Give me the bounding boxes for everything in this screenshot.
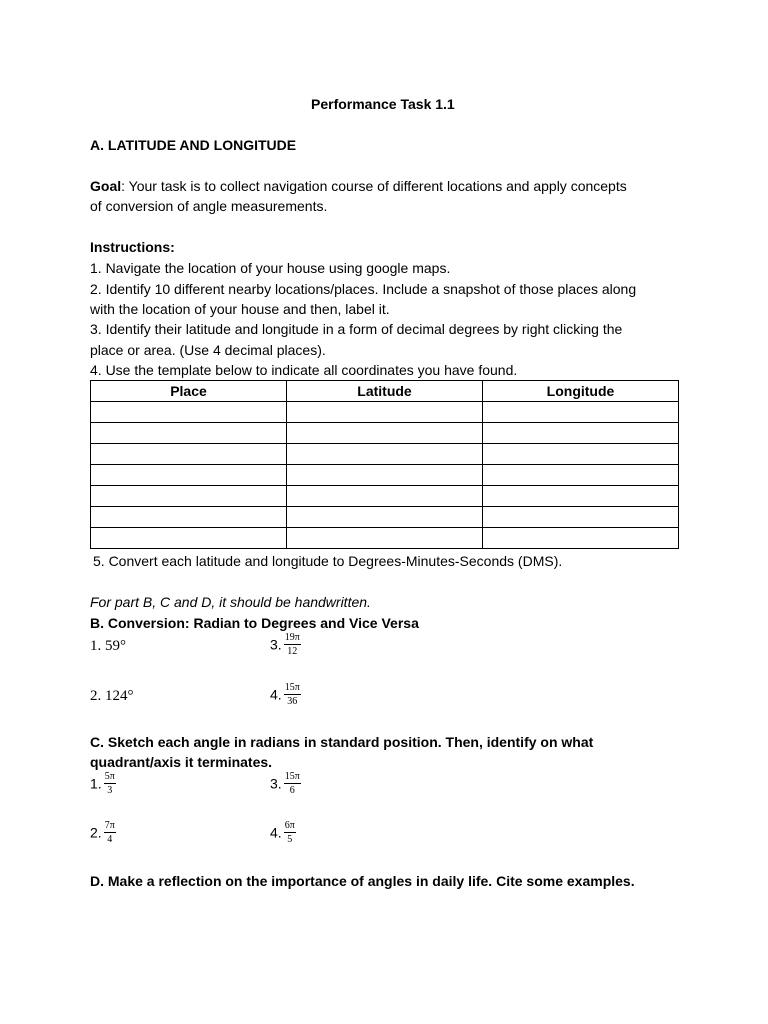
section-c-item-4: 4. $\frac{6\pi}{5}$ <box>270 820 295 845</box>
latitude-cell[interactable] <box>287 528 483 549</box>
place-cell[interactable] <box>91 465 287 486</box>
longitude-cell[interactable] <box>483 402 679 423</box>
goal-line-2: of conversion of angle measurements. <box>90 198 328 214</box>
goal-text: : Your task is to collect navigation course of different locations and apply concepts <box>121 178 627 194</box>
section-c-item-3: 3. $\frac{15\pi}{6}$ <box>270 771 300 796</box>
table-row <box>91 423 679 444</box>
table-row <box>91 444 679 465</box>
table-header-row <box>91 381 679 402</box>
place-cell[interactable] <box>91 507 287 528</box>
place-cell[interactable] <box>91 486 287 507</box>
instruction-2b: with the location of your house and then, label it. <box>90 301 390 317</box>
fraction: $\frac{15\pi}{6}$ <box>284 771 300 796</box>
section-b-item-4: 4. $\frac{15\pi}{36}$ <box>270 682 300 707</box>
page-title: Performance Task 1.1 <box>311 96 455 112</box>
table-row <box>91 528 679 549</box>
fraction: $\frac{15\pi}{36}$ <box>284 682 300 707</box>
section-b-item-1: 1. 59° <box>90 638 126 654</box>
latitude-cell[interactable] <box>287 486 483 507</box>
table-row <box>91 465 679 486</box>
instruction-3a: 3. Identify their latitude and longitude in a form of decimal degrees by right clicking the <box>90 321 623 337</box>
section-d-heading: D. Make a reflection on the importance of angles in daily life. Cite some examples. <box>90 873 635 889</box>
latitude-cell[interactable] <box>287 507 483 528</box>
handwritten-note: For part B, C and D, it should be handwritten. <box>90 594 371 610</box>
section-c-item-2: 2. $\frac{7\pi}{4}$ <box>90 820 115 845</box>
section-c-heading-line-1: C. Sketch each angle in radians in standard position. Then, identify on what <box>90 734 594 750</box>
table-row <box>91 507 679 528</box>
latitude-cell[interactable] <box>287 465 483 486</box>
instruction-4: 4. Use the template below to indicate all coordinates you have found. <box>90 362 518 378</box>
section-c-heading-line-2: quadrant/axis it terminates. <box>90 754 273 770</box>
table-row <box>91 486 679 507</box>
fraction: $\frac{6\pi}{5}$ <box>284 820 295 845</box>
place-cell[interactable] <box>91 402 287 423</box>
latitude-cell[interactable] <box>287 402 483 423</box>
section-b-item-3: 3. $\frac{19\pi}{12}$ <box>270 632 300 657</box>
longitude-cell[interactable] <box>483 465 679 486</box>
instruction-1: 1. Navigate the location of your house using google maps. <box>90 260 451 276</box>
latitude-cell[interactable] <box>287 423 483 444</box>
coordinates-template-table <box>90 380 679 549</box>
instructions-label: Instructions: <box>90 239 175 255</box>
longitude-cell[interactable] <box>483 423 679 444</box>
longitude-cell[interactable] <box>483 444 679 465</box>
fraction: $\frac{7\pi}{4}$ <box>104 820 115 845</box>
latitude-cell[interactable] <box>287 444 483 465</box>
fraction: $\frac{19\pi}{12}$ <box>284 632 300 657</box>
goal-line-1 <box>90 176 627 196</box>
header-place: Place <box>91 381 287 402</box>
place-cell[interactable] <box>91 444 287 465</box>
section-b-item-2: 2. 124° <box>90 688 134 704</box>
header-latitude: Latitude <box>287 381 483 402</box>
section-a-heading: A. LATITUDE AND LONGITUDE <box>90 137 297 153</box>
section-b-heading: B. Conversion: Radian to Degrees and Vice Versa <box>90 615 419 631</box>
longitude-cell[interactable] <box>483 507 679 528</box>
goal-label: Goal <box>90 178 122 194</box>
header-longitude: Longitude <box>483 381 679 402</box>
fraction: $\frac{5\pi}{3}$ <box>104 771 115 796</box>
instruction-2a: 2. Identify 10 different nearby locations/places. Include a snapshot of those places along <box>90 281 637 297</box>
instruction-5: 5. Convert each latitude and longitude to Degrees-Minutes-Seconds (DMS). <box>93 553 563 569</box>
place-cell[interactable] <box>91 528 287 549</box>
longitude-cell[interactable] <box>483 486 679 507</box>
section-c-item-1: 1. $\frac{5\pi}{3}$ <box>90 771 115 796</box>
instruction-3b: place or area. (Use 4 decimal places). <box>90 342 326 358</box>
table-row <box>91 402 679 423</box>
place-cell[interactable] <box>91 423 287 444</box>
longitude-cell[interactable] <box>483 528 679 549</box>
